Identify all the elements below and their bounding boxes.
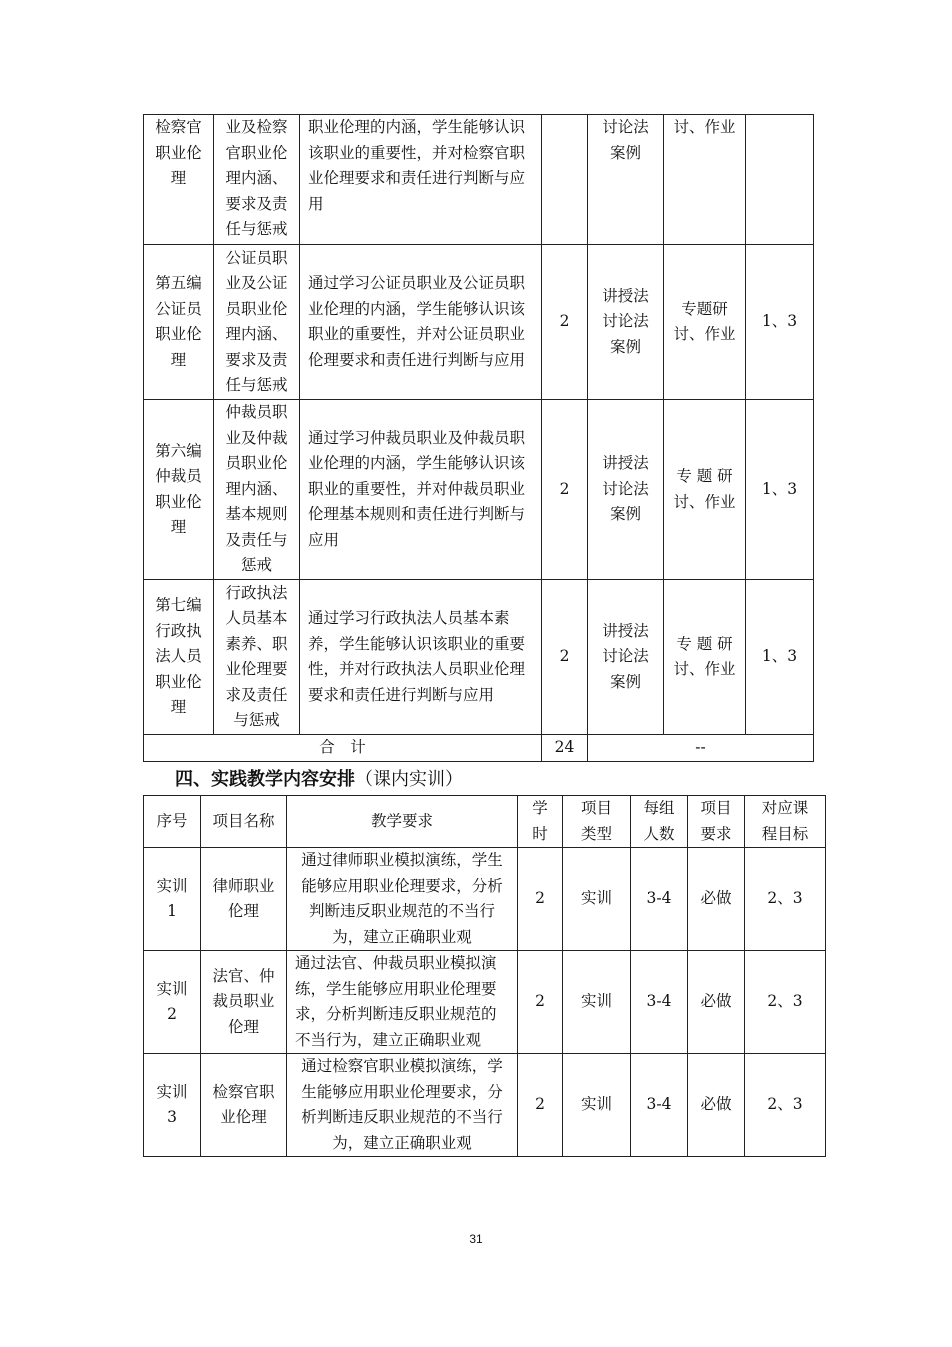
item-type: 实训: [563, 951, 631, 1054]
hours-cell: 2: [542, 400, 588, 580]
table-row: [144, 1054, 826, 1157]
header-cell: 项目 要求: [688, 796, 745, 848]
assessment-cell: 专题研 讨、作业: [664, 245, 746, 400]
header-cell: 对应课 程目标: [745, 796, 826, 848]
header-cell: 每组 人数: [631, 796, 688, 848]
item-hours: 2: [518, 1054, 563, 1157]
content-cell: 仲裁员职 业及仲裁 员职业伦 理内涵、 基本规则 及责任与 惩戒: [214, 400, 300, 580]
table-row: [144, 400, 814, 580]
objective-cell: 通过学习公证员职业及公证员职业伦理的内涵，学生能够认识该职业的重要性，并对公证员职业伦理要求和责任进行判断与应用: [300, 245, 542, 400]
item-requirement: 通过法官、仲裁员职业模拟演练，学生能够应用职业伦理要求，分析判断违反职业规范的不当行为，建立正确职业观: [287, 951, 518, 1054]
item-goal: 2、3: [745, 951, 826, 1054]
method-cell: 讲授法 讨论法 案例: [588, 580, 664, 735]
method-cell: 讲授法 讨论法 案例: [588, 400, 664, 580]
goal-cell: [746, 115, 814, 245]
total-rest: --: [588, 735, 814, 762]
header-cell: 项目 类型: [563, 796, 631, 848]
item-group-size: 3-4: [631, 848, 688, 951]
section-heading: [175, 766, 463, 794]
item-number: 实训 1: [144, 848, 201, 951]
content-cell: 公证员职 业及公证 员职业伦 理内涵、 要求及责 任与惩戒: [214, 245, 300, 400]
content-cell: 业及检察 官职业伦 理内涵、 要求及责 任与惩戒: [214, 115, 300, 245]
chapter-cell: 第五编 公证员 职业伦 理: [144, 245, 214, 400]
section-title: 四、实践教学内容安排: [175, 769, 355, 790]
chapter-cell: 检察官 职业伦 理: [144, 115, 214, 245]
total-label: 合 计: [144, 735, 542, 762]
item-hours: 2: [518, 848, 563, 951]
header-cell: 项目名称: [201, 796, 287, 848]
goal-cell: 1、3: [746, 400, 814, 580]
practice-table: [143, 795, 826, 1157]
item-type: 实训: [563, 1054, 631, 1157]
goal-cell: 1、3: [746, 580, 814, 735]
method-cell: 讲授法 讨论法 案例: [588, 245, 664, 400]
hours-cell: 2: [542, 245, 588, 400]
hours-cell: 2: [542, 580, 588, 735]
item-name: 检察官职 业伦理: [201, 1054, 287, 1157]
content-cell: 行政执法 人员基本 素养、职 业伦理要 求及责任 与惩戒: [214, 580, 300, 735]
section-note: （课内实训）: [355, 769, 463, 790]
objective-cell: 通过学习仲裁员职业及仲裁员职业伦理的内涵，学生能够认识该职业的重要性，并对仲裁员职业伦理基本规则和责任进行判断与应用: [300, 400, 542, 580]
page-number: 31: [469, 1232, 483, 1246]
item-group-size: 3-4: [631, 1054, 688, 1157]
item-requirement: 通过检察官职业模拟演练，学生能够应用职业伦理要求，分析判断违反职业规范的不当行为，建立正确职业观: [287, 1054, 518, 1157]
item-name: 法官、仲 裁员职业 伦理: [201, 951, 287, 1054]
objective-cell: 职业伦理的内涵，学生能够认识该职业的重要性，并对检察官职业伦理要求和责任进行判断与应用: [300, 115, 542, 245]
course-content-table: [143, 114, 814, 762]
assessment-cell: 讨、作业: [664, 115, 746, 245]
table-row: [144, 245, 814, 400]
total-hours: 24: [542, 735, 588, 762]
table-row: [144, 115, 814, 245]
table-row: [144, 580, 814, 735]
total-row: [144, 735, 814, 762]
header-cell: 序号: [144, 796, 201, 848]
item-required: 必做: [688, 1054, 745, 1157]
item-required: 必做: [688, 848, 745, 951]
chapter-cell: 第六编 仲裁员 职业伦 理: [144, 400, 214, 580]
item-group-size: 3-4: [631, 951, 688, 1054]
chapter-cell: 第七编 行政执 法人员 职业伦 理: [144, 580, 214, 735]
item-name: 律师职业 伦理: [201, 848, 287, 951]
header-row: [144, 796, 826, 848]
item-number: 实训 2: [144, 951, 201, 1054]
assessment-cell: 专 题 研 讨、作业: [664, 580, 746, 735]
item-goal: 2、3: [745, 848, 826, 951]
item-goal: 2、3: [745, 1054, 826, 1157]
header-cell: 教学要求: [287, 796, 518, 848]
objective-cell: 通过学习行政执法人员基本素养，学生能够认识该职业的重要性，并对行政执法人员职业伦理要求和责任进行判断与应用: [300, 580, 542, 735]
table-row: [144, 951, 826, 1054]
goal-cell: 1、3: [746, 245, 814, 400]
item-required: 必做: [688, 951, 745, 1054]
item-number: 实训 3: [144, 1054, 201, 1157]
assessment-cell: 专 题 研 讨、作业: [664, 400, 746, 580]
item-requirement: 通过律师职业模拟演练，学生能够应用职业伦理要求，分析判断违反职业规范的不当行为，建立正确职业观: [287, 848, 518, 951]
item-type: 实训: [563, 848, 631, 951]
hours-cell: [542, 115, 588, 245]
table-row: [144, 848, 826, 951]
method-cell: 讨论法 案例: [588, 115, 664, 245]
header-cell: 学 时: [518, 796, 563, 848]
item-hours: 2: [518, 951, 563, 1054]
